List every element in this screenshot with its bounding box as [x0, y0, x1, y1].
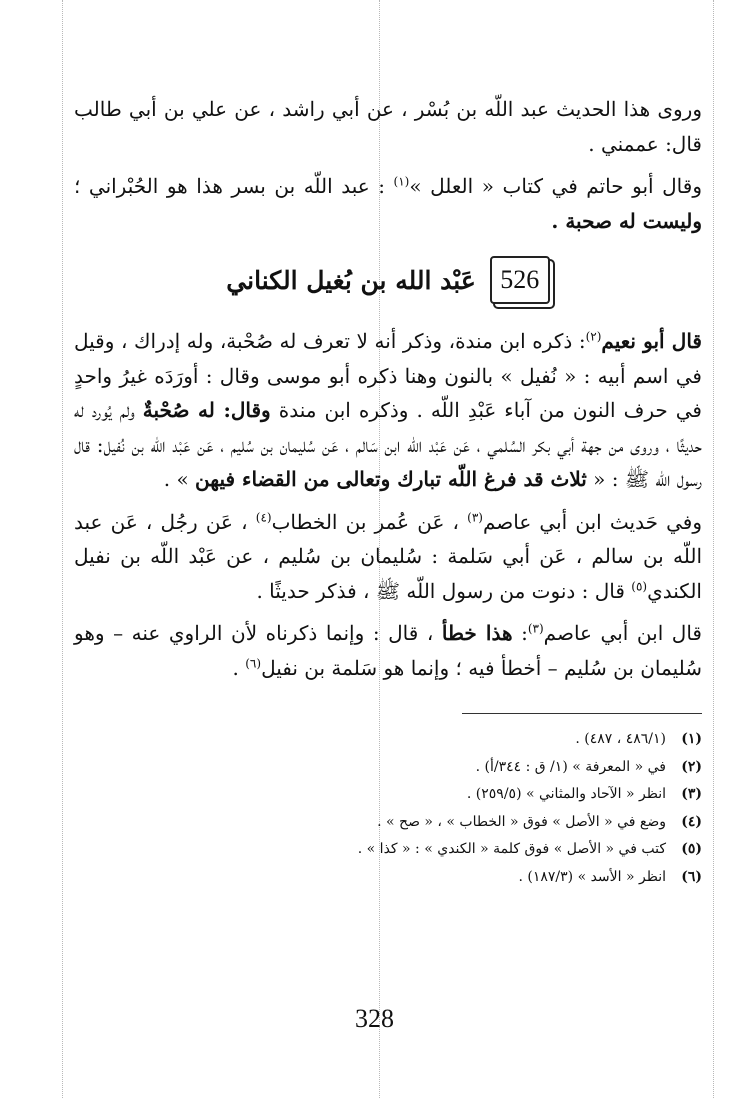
margin-guide-left	[62, 0, 63, 1098]
paragraph-2-text: وقال أبو حاتم في كتاب « العلل »	[409, 174, 702, 198]
footnote-number: (٤)	[681, 813, 702, 830]
paragraph-5-bold: هذا خطأ	[441, 621, 513, 645]
footnote-item	[74, 726, 702, 754]
paragraph-3-bold-2: وقال: له صُحْبةٌ	[142, 398, 271, 422]
paragraph-2-text-mid: : عبد اللّه بن بسر هذا هو الحُبْراني ؛	[74, 174, 394, 198]
footnote-ref-3b[interactable]: (٣)	[527, 621, 544, 636]
entry-number-badge: 526	[490, 256, 550, 304]
footnote-number: (١)	[681, 731, 702, 747]
paragraph-2	[74, 169, 702, 238]
footnote-ref-2[interactable]: (٢)	[585, 329, 602, 344]
paragraph-3	[74, 324, 702, 497]
paragraph-5-text-3: ، قال : وإنما ذكرناه لأن الراوي عنه – وهو سُليمان بن سُليم – أخطأ فيه ؛ وإنما هو سَلمة بن نفيل	[74, 621, 702, 680]
footnote-number: (٢)	[681, 758, 702, 775]
paragraph-4-text-2: ، عَن عُمر بن الخطاب	[271, 509, 468, 534]
footnote-item	[74, 754, 702, 782]
footnote-ref-6[interactable]: (٦)	[245, 655, 262, 670]
footnotes	[74, 726, 702, 891]
entry-heading	[74, 254, 702, 306]
paragraph-3-text-2: ولم يُورد له حديثًا ، وروى من جهة أبي بكر السُلمي ، عَن عَبْد اللّه ابن سَالم ، عَن سُليمان بن سُليم ، عَن عَبْد اللّه بن نُفيل: قال رسول اللّه ﷺ : «	[74, 398, 702, 491]
paragraph-4-text-1: وفي حَديث ابن أبي عاصم	[482, 509, 702, 534]
page-number: 328	[355, 1004, 394, 1033]
paragraph-3-text-3: » .	[163, 467, 196, 491]
paragraph-5-text-4: .	[232, 655, 246, 680]
footnote-item	[74, 836, 702, 864]
paragraph-4-text-4: قال : دنوت من رسول اللّه ﷺ ، فذكر حديثًا .	[256, 578, 632, 603]
footnote-text: انظر « الآحاد والمثاني » (٢٥٩/٥) .	[466, 786, 666, 802]
paragraph-5	[74, 616, 702, 685]
footnote-text: كتب في « الأصل » فوق كلمة « الكندي » : « كذا » .	[357, 841, 666, 857]
footnote-text: وضع في « الأصل » فوق « الخطاب » ، « صح » .	[377, 813, 666, 830]
footnote-ref-4[interactable]: (٤)	[255, 509, 272, 524]
footnote-ref-5[interactable]: (٥)	[631, 578, 648, 593]
footnote-text: انظر « الأسد » (١٨٧/٣) .	[518, 868, 666, 885]
paragraph-4-text-3: ، عَن رجُل ، عَن عبد اللّه بن سالم ، عَن أبي سَلمة : سُليمان بن سُليم ، عن عَبْد اللّه بن نفيل الكندي	[74, 509, 702, 603]
footnote-separator	[462, 713, 702, 714]
paragraph-3-text-1: : ذكره ابن مندة، وذكر أنه لا تعرف له صُحْبة، وله إدراك ، وقيل في اسم أبيه : « نُفيل » بالنون وهنا ذكره أبو موسى وقال : أورَدَه غيرُ واحدٍ في حرف النون من آباء عَبْدِ اللّه . وذكره ابن مندة	[74, 329, 702, 422]
paragraph-5-text-1: قال ابن أبي عاصم	[543, 621, 702, 645]
footnote-item	[74, 781, 702, 809]
footnote-number: (٦)	[681, 868, 702, 885]
entry-title: عَبْد الله بن بُغيل الكناني	[226, 265, 476, 295]
page-body	[74, 92, 702, 891]
footnote-text: في « المعرفة » (١/ ق : ٣٤٤/أ) .	[475, 758, 666, 775]
paragraph-3-bold-3: ثلاث قد فرغ اللّه تبارك وتعالى من القضاء فيهن	[195, 467, 587, 491]
paragraph-4	[74, 505, 702, 609]
footnote-ref-1[interactable]: (١)	[393, 174, 410, 189]
paragraph-5-text-2: :	[512, 621, 528, 645]
footnote-item	[74, 864, 702, 892]
footnote-text: (٤٨٦/١ ، ٤٨٧) .	[575, 731, 666, 747]
footnote-number: (٣)	[681, 786, 702, 802]
paragraph-1	[74, 92, 702, 161]
margin-guide-right	[713, 0, 714, 1098]
footnote-item	[74, 809, 702, 837]
paragraph-2-bold: وليست له صحبة .	[551, 208, 702, 233]
paragraph-3-bold-1: قال أبو نعيم	[601, 329, 702, 353]
footnote-ref-3[interactable]: (٣)	[467, 509, 483, 524]
paragraph-1-text: وروى هذا الحديث عبد اللّه بن بُسْر ، عن أبي راشد ، عن علي بن أبي طالب قال: عممني .	[74, 97, 702, 156]
footnote-number: (٥)	[681, 841, 702, 857]
